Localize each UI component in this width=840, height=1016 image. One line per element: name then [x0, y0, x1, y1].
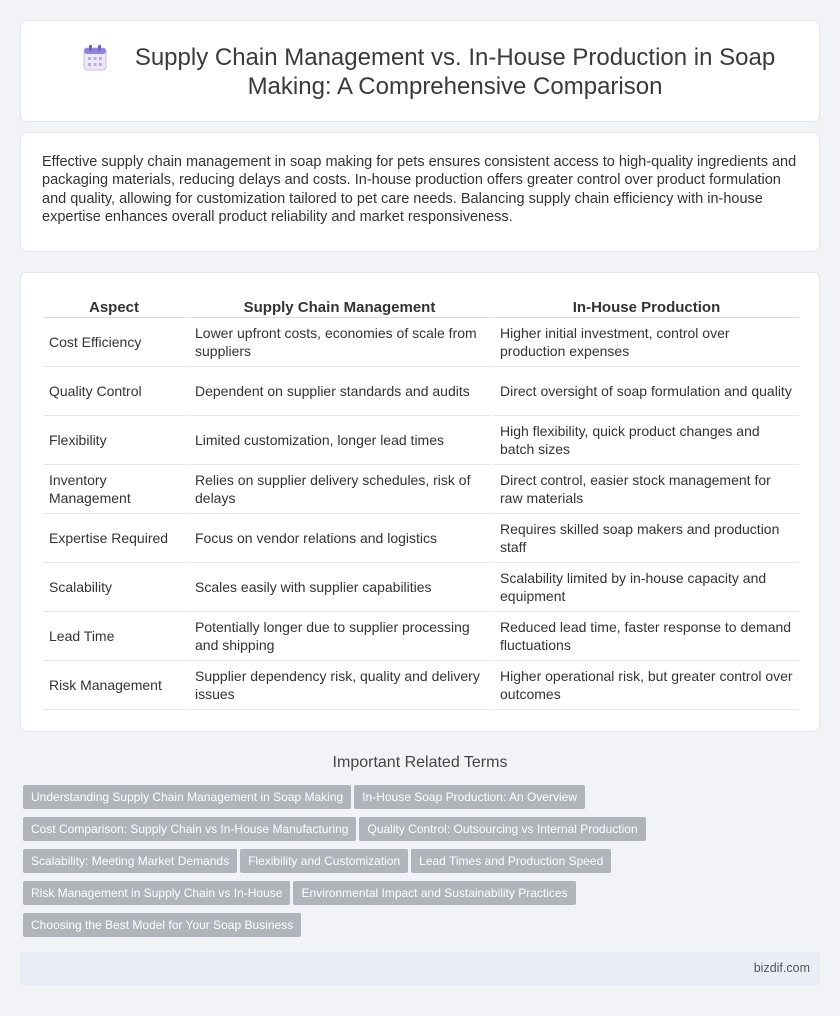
related-term-link[interactable]: Flexibility and Customization [240, 849, 408, 873]
table-cell-in-house: Direct control, easier stock management for raw materials [490, 465, 799, 514]
table-cell-in-house: Requires skilled soap makers and production staff [490, 514, 799, 563]
column-header-in-house: In-House Production [490, 295, 799, 318]
table-cell-supply-chain: Focus on vendor relations and logistics [185, 514, 490, 563]
intro-card [20, 132, 820, 252]
tag-row [23, 881, 783, 913]
table-row [43, 661, 799, 710]
table-cell-aspect: Inventory Management [43, 465, 185, 514]
table-cell-aspect: Quality Control [43, 367, 185, 416]
tag-row [23, 913, 783, 945]
table-cell-supply-chain: Supplier dependency risk, quality and delivery issues [185, 661, 490, 710]
table-cell-in-house: Direct oversight of soap formulation and quality [490, 367, 799, 416]
table-row [43, 465, 799, 514]
page-title: Supply Chain Management vs. In-House Production in Soap Making: A Comprehensive Comparison [134, 44, 776, 100]
table-cell-supply-chain: Lower upfront costs, economies of scale from suppliers [185, 318, 490, 367]
footer-bar [20, 952, 820, 985]
table-row [43, 318, 799, 367]
table-row [43, 514, 799, 563]
table-cell-supply-chain: Potentially longer due to supplier processing and shipping [185, 612, 490, 661]
table-cell-supply-chain: Dependent on supplier standards and audits [185, 367, 490, 416]
tag-row [23, 849, 783, 881]
related-terms-title: Important Related Terms [332, 754, 508, 771]
related-term-link[interactable]: In-House Soap Production: An Overview [354, 785, 585, 809]
footer-site-link[interactable]: bizdif.com [753, 961, 810, 975]
related-terms-tags [23, 785, 783, 945]
table-cell-in-house: Higher operational risk, but greater control over outcomes [490, 661, 799, 710]
table-cell-supply-chain: Scales easily with supplier capabilities [185, 563, 490, 612]
column-header-aspect: Aspect [43, 295, 185, 318]
table-cell-in-house: Higher initial investment, control over production expenses [490, 318, 799, 367]
table-row [43, 612, 799, 661]
related-term-link[interactable]: Risk Management in Supply Chain vs In-House [23, 881, 290, 905]
column-header-supply-chain: Supply Chain Management [185, 295, 490, 318]
related-term-link[interactable]: Lead Times and Production Speed [411, 849, 611, 873]
related-term-link[interactable]: Cost Comparison: Supply Chain vs In-House Manufacturing [23, 817, 356, 841]
table-cell-aspect: Flexibility [43, 416, 185, 465]
table-row [43, 563, 799, 612]
table-cell-aspect: Scalability [43, 563, 185, 612]
related-term-link[interactable]: Choosing the Best Model for Your Soap Business [23, 913, 301, 937]
tag-row [23, 817, 783, 849]
header-card [20, 20, 820, 122]
table-cell-aspect: Expertise Required [43, 514, 185, 563]
related-term-link[interactable]: Environmental Impact and Sustainability Practices [293, 881, 575, 905]
table-cell-in-house: Scalability limited by in-house capacity and equipment [490, 563, 799, 612]
related-term-link[interactable]: Understanding Supply Chain Management in Soap Making [23, 785, 351, 809]
table-cell-aspect: Lead Time [43, 612, 185, 661]
related-term-link[interactable]: Quality Control: Outsourcing vs Internal Production [359, 817, 645, 841]
comparison-table-card [20, 272, 820, 732]
related-term-link[interactable]: Scalability: Meeting Market Demands [23, 849, 237, 873]
intro-paragraph: Effective supply chain management in soap making for pets ensures consistent access to high-quality ingredients and packaging materials, reducing delays and costs. In-house production offers greater control over product formulation and quality, allowing for customization tailored to pet care needs. Balancing supply chain efficiency with in-house expertise enhances overall product reliability and market responsiveness. [42, 154, 797, 225]
table-header-row [43, 295, 799, 318]
table-cell-aspect: Risk Management [43, 661, 185, 710]
table-cell-in-house: Reduced lead time, faster response to demand fluctuations [490, 612, 799, 661]
table-row [43, 416, 799, 465]
table-cell-supply-chain: Limited customization, longer lead times [185, 416, 490, 465]
tag-row [23, 785, 783, 817]
comparison-table [43, 295, 799, 710]
table-cell-in-house: High flexibility, quick product changes and batch sizes [490, 416, 799, 465]
table-row [43, 367, 799, 416]
table-cell-supply-chain: Relies on supplier delivery schedules, risk of delays [185, 465, 490, 514]
table-cell-aspect: Cost Efficiency [43, 318, 185, 367]
